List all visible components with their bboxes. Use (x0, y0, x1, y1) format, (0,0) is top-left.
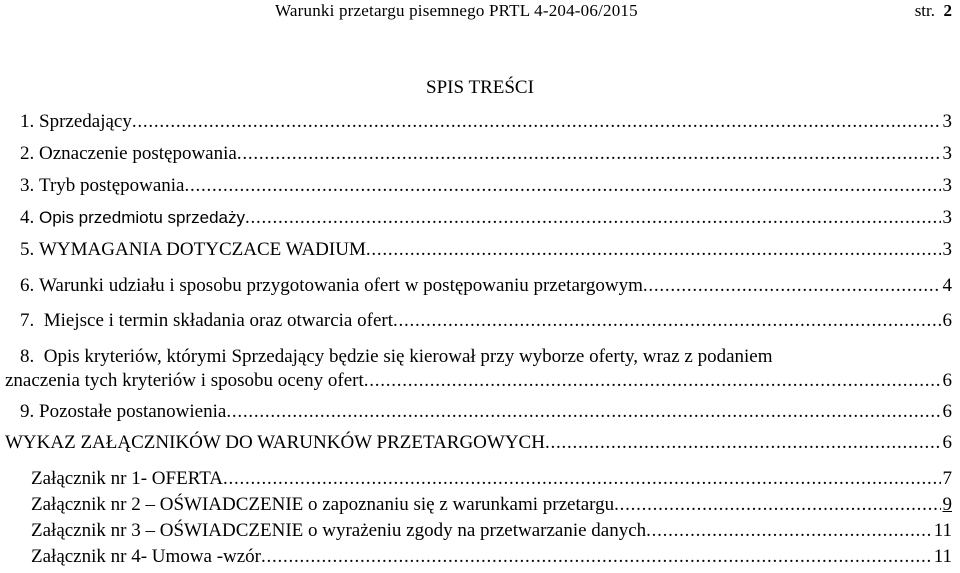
toc-item-label: Opis przedmiotu sprzedaży (39, 208, 245, 227)
toc-item-page: 6 (942, 370, 952, 391)
toc-item-page: 3 (942, 207, 952, 228)
dot-leader (364, 366, 941, 396)
toc-item-page: 3 (942, 175, 952, 196)
toc-item-page: 6 (942, 401, 952, 422)
toc-item-marker: 6. (20, 275, 35, 296)
attachment-label: Załącznik nr 3 – OŚWIADCZENIE o wyrażeniu zgody na przetwarzanie danych (31, 520, 647, 541)
toc-item-label: Pozostałe postanowienia (39, 401, 227, 422)
attachment-page: 11 (933, 520, 952, 541)
dot-leader (393, 306, 941, 336)
toc-item-marker: 2. (20, 143, 35, 164)
attachment-page: 7 (942, 468, 952, 489)
toc-item-page: 3 (942, 239, 952, 260)
toc-item-7[interactable] (1, 306, 952, 336)
toc-item-marker: 1. (20, 111, 35, 132)
dot-leader (132, 107, 941, 137)
toc-item-page: 3 (942, 143, 952, 164)
toc-item-8-line-2[interactable] (5, 366, 952, 396)
toc-item-label: Oznaczenie postępowania (39, 143, 237, 164)
page-prefix: str. (914, 1, 935, 20)
attachments-heading[interactable] (5, 428, 952, 458)
dot-leader (261, 542, 932, 572)
toc-item-marker: 7. (20, 310, 35, 331)
page-number: 2 (943, 1, 952, 20)
page-header (0, 0, 960, 22)
attachment-label: Załącznik nr 1- OFERTA (31, 468, 224, 489)
dot-leader (226, 397, 940, 427)
toc-item-marker: 3. (20, 175, 35, 196)
toc-item-label: Warunki udziału i sposobu przygotowania ofert w postępowaniu przetargowym (39, 275, 643, 296)
toc-item-3[interactable] (1, 171, 952, 201)
toc-item-1[interactable] (1, 107, 952, 137)
dot-leader (237, 139, 941, 169)
toc-item-page: 4 (942, 275, 952, 296)
dot-leader (185, 171, 941, 201)
toc-item-page: 3 (942, 111, 952, 132)
toc-item-label: Miejsce i termin składania oraz otwarcia ofert (43, 310, 393, 331)
attachment-label: Załącznik nr 4- Umowa -wzór (31, 546, 262, 567)
attachments-heading-page: 6 (942, 432, 952, 453)
toc-item-label: Sprzedający (39, 111, 132, 132)
attachment-page[interactable]: 9 (942, 494, 952, 515)
toc-item-label: WYMAGANIA DOTYCZACE WADIUM (39, 239, 366, 260)
dot-leader (245, 203, 941, 233)
dot-leader (366, 235, 941, 265)
attachment-page: 11 (933, 546, 952, 567)
toc-item-marker: 4. (20, 207, 35, 228)
toc-item-9[interactable] (1, 397, 952, 427)
toc-item-2[interactable] (1, 139, 952, 169)
toc-heading-text: SPIS TREŚCI (426, 77, 534, 98)
toc-item-6[interactable] (1, 271, 952, 301)
toc-item-5[interactable] (1, 235, 952, 265)
toc-item-4[interactable] (1, 203, 952, 233)
toc-item-marker: 5. (20, 239, 35, 260)
dot-leader (643, 271, 941, 301)
header-page-number (915, 0, 952, 22)
attachment-label: Załącznik nr 2 – OŚWIADCZENIE o zapoznaniu się z warunkami przetargu (31, 494, 615, 515)
dot-leader (545, 428, 941, 458)
toc-item-marker: 8. (20, 346, 35, 367)
toc-item-label: Tryb postępowania (39, 175, 185, 196)
attachments-heading-label: WYKAZ ZAŁĄCZNIKÓW DO WARUNKÓW PRZETARGOWYCH (5, 432, 545, 453)
attachment-4[interactable] (31, 542, 952, 572)
toc-item-marker: 9. (20, 401, 35, 422)
toc-item-label: znaczenia tych kryteriów i sposobu oceny ofert (5, 370, 364, 391)
toc-item-page: 6 (942, 310, 952, 331)
toc-item-label: Opis kryteriów, którymi Sprzedający będzie się kierował przy wyborze oferty, wraz z podaniem (43, 346, 773, 367)
header-title: Warunki przetargu pisemnego PRTL 4-204-06/2015 (275, 1, 638, 20)
toc-heading (0, 75, 960, 101)
